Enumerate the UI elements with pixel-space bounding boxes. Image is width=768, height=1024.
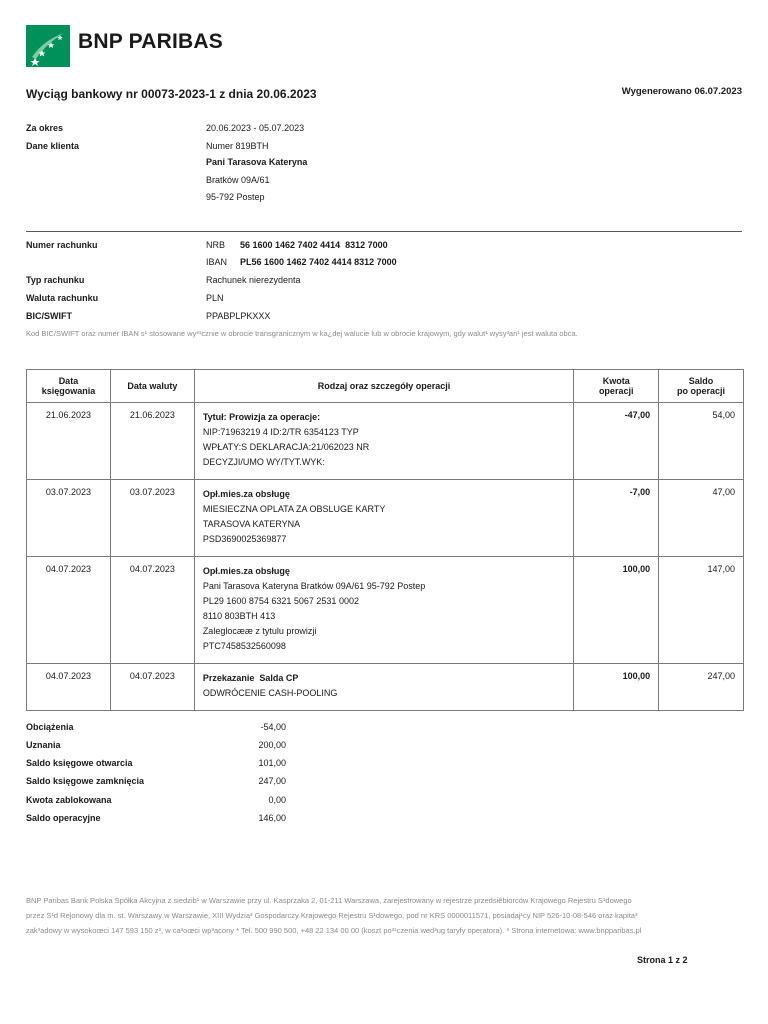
operation-line: MIESIECZNA OPLATA ZA OBSLUGE KARTY	[202, 504, 386, 514]
nrb-value: 56 1600 1462 7402 4414 8312 7000	[240, 240, 388, 250]
balance-after: 147,00	[659, 557, 744, 664]
page-number: Strona 1 z 2	[637, 955, 688, 965]
operation-amount: -7,00	[574, 480, 659, 557]
brand-name: BNP PARIBAS	[78, 30, 223, 53]
currency-value: PLN	[206, 293, 224, 303]
col-value-date: Data waluty	[110, 370, 194, 403]
value-date: 21.06.2023	[110, 403, 194, 480]
iban-label: IBAN	[206, 257, 228, 267]
client-street: Bratków 09A/61	[206, 175, 270, 185]
col-booking-date: Data księgowania	[27, 370, 111, 403]
balance-after: 247,00	[659, 664, 744, 711]
table-row	[27, 664, 744, 711]
summary-credits-value: 200,00	[258, 740, 286, 750]
operation-line: PL29 1600 8754 6321 5067 2531 0002	[202, 596, 359, 606]
operation-line: NIP:71963219 4 ID:2/TR 6354123 TYP	[202, 427, 359, 437]
summary-opening-label: Saldo księgowe otwarcia	[26, 758, 133, 768]
table-row	[27, 403, 744, 480]
operation-details	[194, 403, 573, 480]
operation-line: PSD3690025369877	[202, 534, 287, 544]
summary-operational-value: 146,00	[258, 813, 286, 823]
operation-amount: 100,00	[574, 664, 659, 711]
operation-line: DECYZJI/UMO WY/TYT.WYK:	[202, 457, 325, 467]
summary-blocked-label: Kwota zablokowana	[26, 795, 112, 805]
client-name: Pani Tarasova Kateryna	[206, 157, 308, 167]
summary-opening-value: 101,00	[258, 758, 286, 768]
booking-date: 03.07.2023	[27, 480, 111, 557]
operation-title: Tytuł: Prowizja za operacje:	[202, 412, 321, 422]
col-details: Rodzaj oraz szczegóły operacji	[194, 370, 573, 403]
summary-closing-value: 247,00	[258, 776, 286, 786]
value-date: 04.07.2023	[110, 557, 194, 664]
operation-amount: 100,00	[574, 557, 659, 664]
account-type-value: Rachunek nierezydenta	[206, 275, 301, 285]
balance-after: 54,00	[659, 403, 744, 480]
operation-details	[194, 480, 573, 557]
footer-line: BNP Paribas Bank Polska Spółka Akcyjna z siedzib¹ w Warszawie przy ul. Kasprzaka 2, 01-211 Warszawa, zarejestrowany w rejestrze przedsiêbiorców Krajowego Rejestru S¹dowego	[26, 896, 632, 905]
generated-date: Wygenerowano 06.07.2023	[621, 86, 742, 97]
operation-title: Przekazanie Salda CP	[202, 673, 299, 683]
footer-line: przez S¹d Rejonowy dla m. st. Warszawy w Warszawie, XIII Wydzia³ Gospodarczy Krajowego Rejestru S¹dowego, pod nr KRS 0000011571, posiadaj¹cy NIP 526-10-08-546 oraz kapita³	[26, 911, 638, 920]
bic-label: BIC/SWIFT	[26, 311, 72, 321]
summary-blocked-value: 0,00	[268, 795, 286, 805]
operation-line: WPŁATY:S DEKLARACJA:21/062023 NR	[202, 442, 370, 452]
operation-line: TARASOVA KATERYNA	[202, 519, 301, 529]
booking-date: 21.06.2023	[27, 403, 111, 480]
client-data-label: Dane klienta	[26, 141, 80, 151]
period-label: Za okres	[26, 123, 64, 133]
booking-date: 04.07.2023	[27, 557, 111, 664]
value-date: 03.07.2023	[110, 480, 194, 557]
stars-logo-icon	[26, 25, 70, 67]
bic-value: PPABPLPKXXX	[206, 311, 271, 321]
statement-title: Wyciąg bankowy nr 00073-2023-1 z dnia 20.06.2023	[26, 87, 317, 101]
table-row	[27, 480, 744, 557]
operation-title: Opł.mies.za obsługę	[202, 566, 290, 576]
client-number: Numer 819BTH	[206, 141, 269, 151]
operation-line: 8110 803BTH 413	[202, 611, 276, 621]
col-amount: Kwota operacji	[574, 370, 659, 403]
table-header-row	[27, 370, 744, 403]
balance-after: 47,00	[659, 480, 744, 557]
booking-date: 04.07.2023	[27, 664, 111, 711]
summary-closing-label: Saldo księgowe zamknięcia	[26, 776, 145, 786]
operation-line: PTC7458532560098	[202, 641, 286, 651]
value-date: 04.07.2023	[110, 664, 194, 711]
operation-amount: -47,00	[574, 403, 659, 480]
account-type-label: Typ rachunku	[26, 275, 85, 285]
bic-iban-note: Kod BIC/SWIFT oraz numer IBAN s¹ stosowane wy³¹cznie w obrocie transgranicznym w ka¿dej walucie lub w obrocie krajowym, gdy walut¹ wysy³an¹ jest waluta obca.	[26, 329, 578, 338]
operation-line: Pani Tarasova Kateryna Bratków 09A/61 95-792 Postep	[202, 581, 426, 591]
nrb-label: NRB	[206, 240, 226, 250]
operation-line: ODWRÓCENIE CASH-POOLING	[202, 688, 338, 698]
period-value: 20.06.2023 - 05.07.2023	[206, 123, 305, 133]
col-balance: Saldo po operacji	[659, 370, 744, 403]
operation-details	[194, 557, 573, 664]
bnp-paribas-logo	[26, 25, 236, 67]
client-city: 95-792 Postep	[206, 192, 265, 202]
section-divider	[26, 231, 742, 232]
summary-debits-value: -54,00	[260, 722, 286, 732]
table-row	[27, 557, 744, 664]
summary-credits-label: Uznania	[26, 740, 61, 750]
account-number-label: Numer rachunku	[26, 240, 98, 250]
operations-table	[26, 369, 744, 711]
iban-value: PL56 1600 1462 7402 4414 8312 7000	[240, 257, 397, 267]
currency-label: Waluta rachunku	[26, 293, 99, 303]
footer-line: zak³adowy w wysokoœci 147 593 150 z³, w ca³oœci wp³acony * Tel. 500 990 500, +48 22 134 00 00 (koszt po³¹czenia wed³ug taryfy operatora). * Strona internetowa: www.bnpparibas.pl	[26, 926, 642, 935]
operation-title: Opł.mies.za obsługę	[202, 489, 290, 499]
operation-details	[194, 664, 573, 711]
legal-footer	[26, 893, 742, 938]
summary-debits-label: Obciążenia	[26, 722, 74, 732]
operation-line: Zaleglocææ z tytulu prowizji	[202, 626, 317, 636]
summary-operational-label: Saldo operacyjne	[26, 813, 101, 823]
